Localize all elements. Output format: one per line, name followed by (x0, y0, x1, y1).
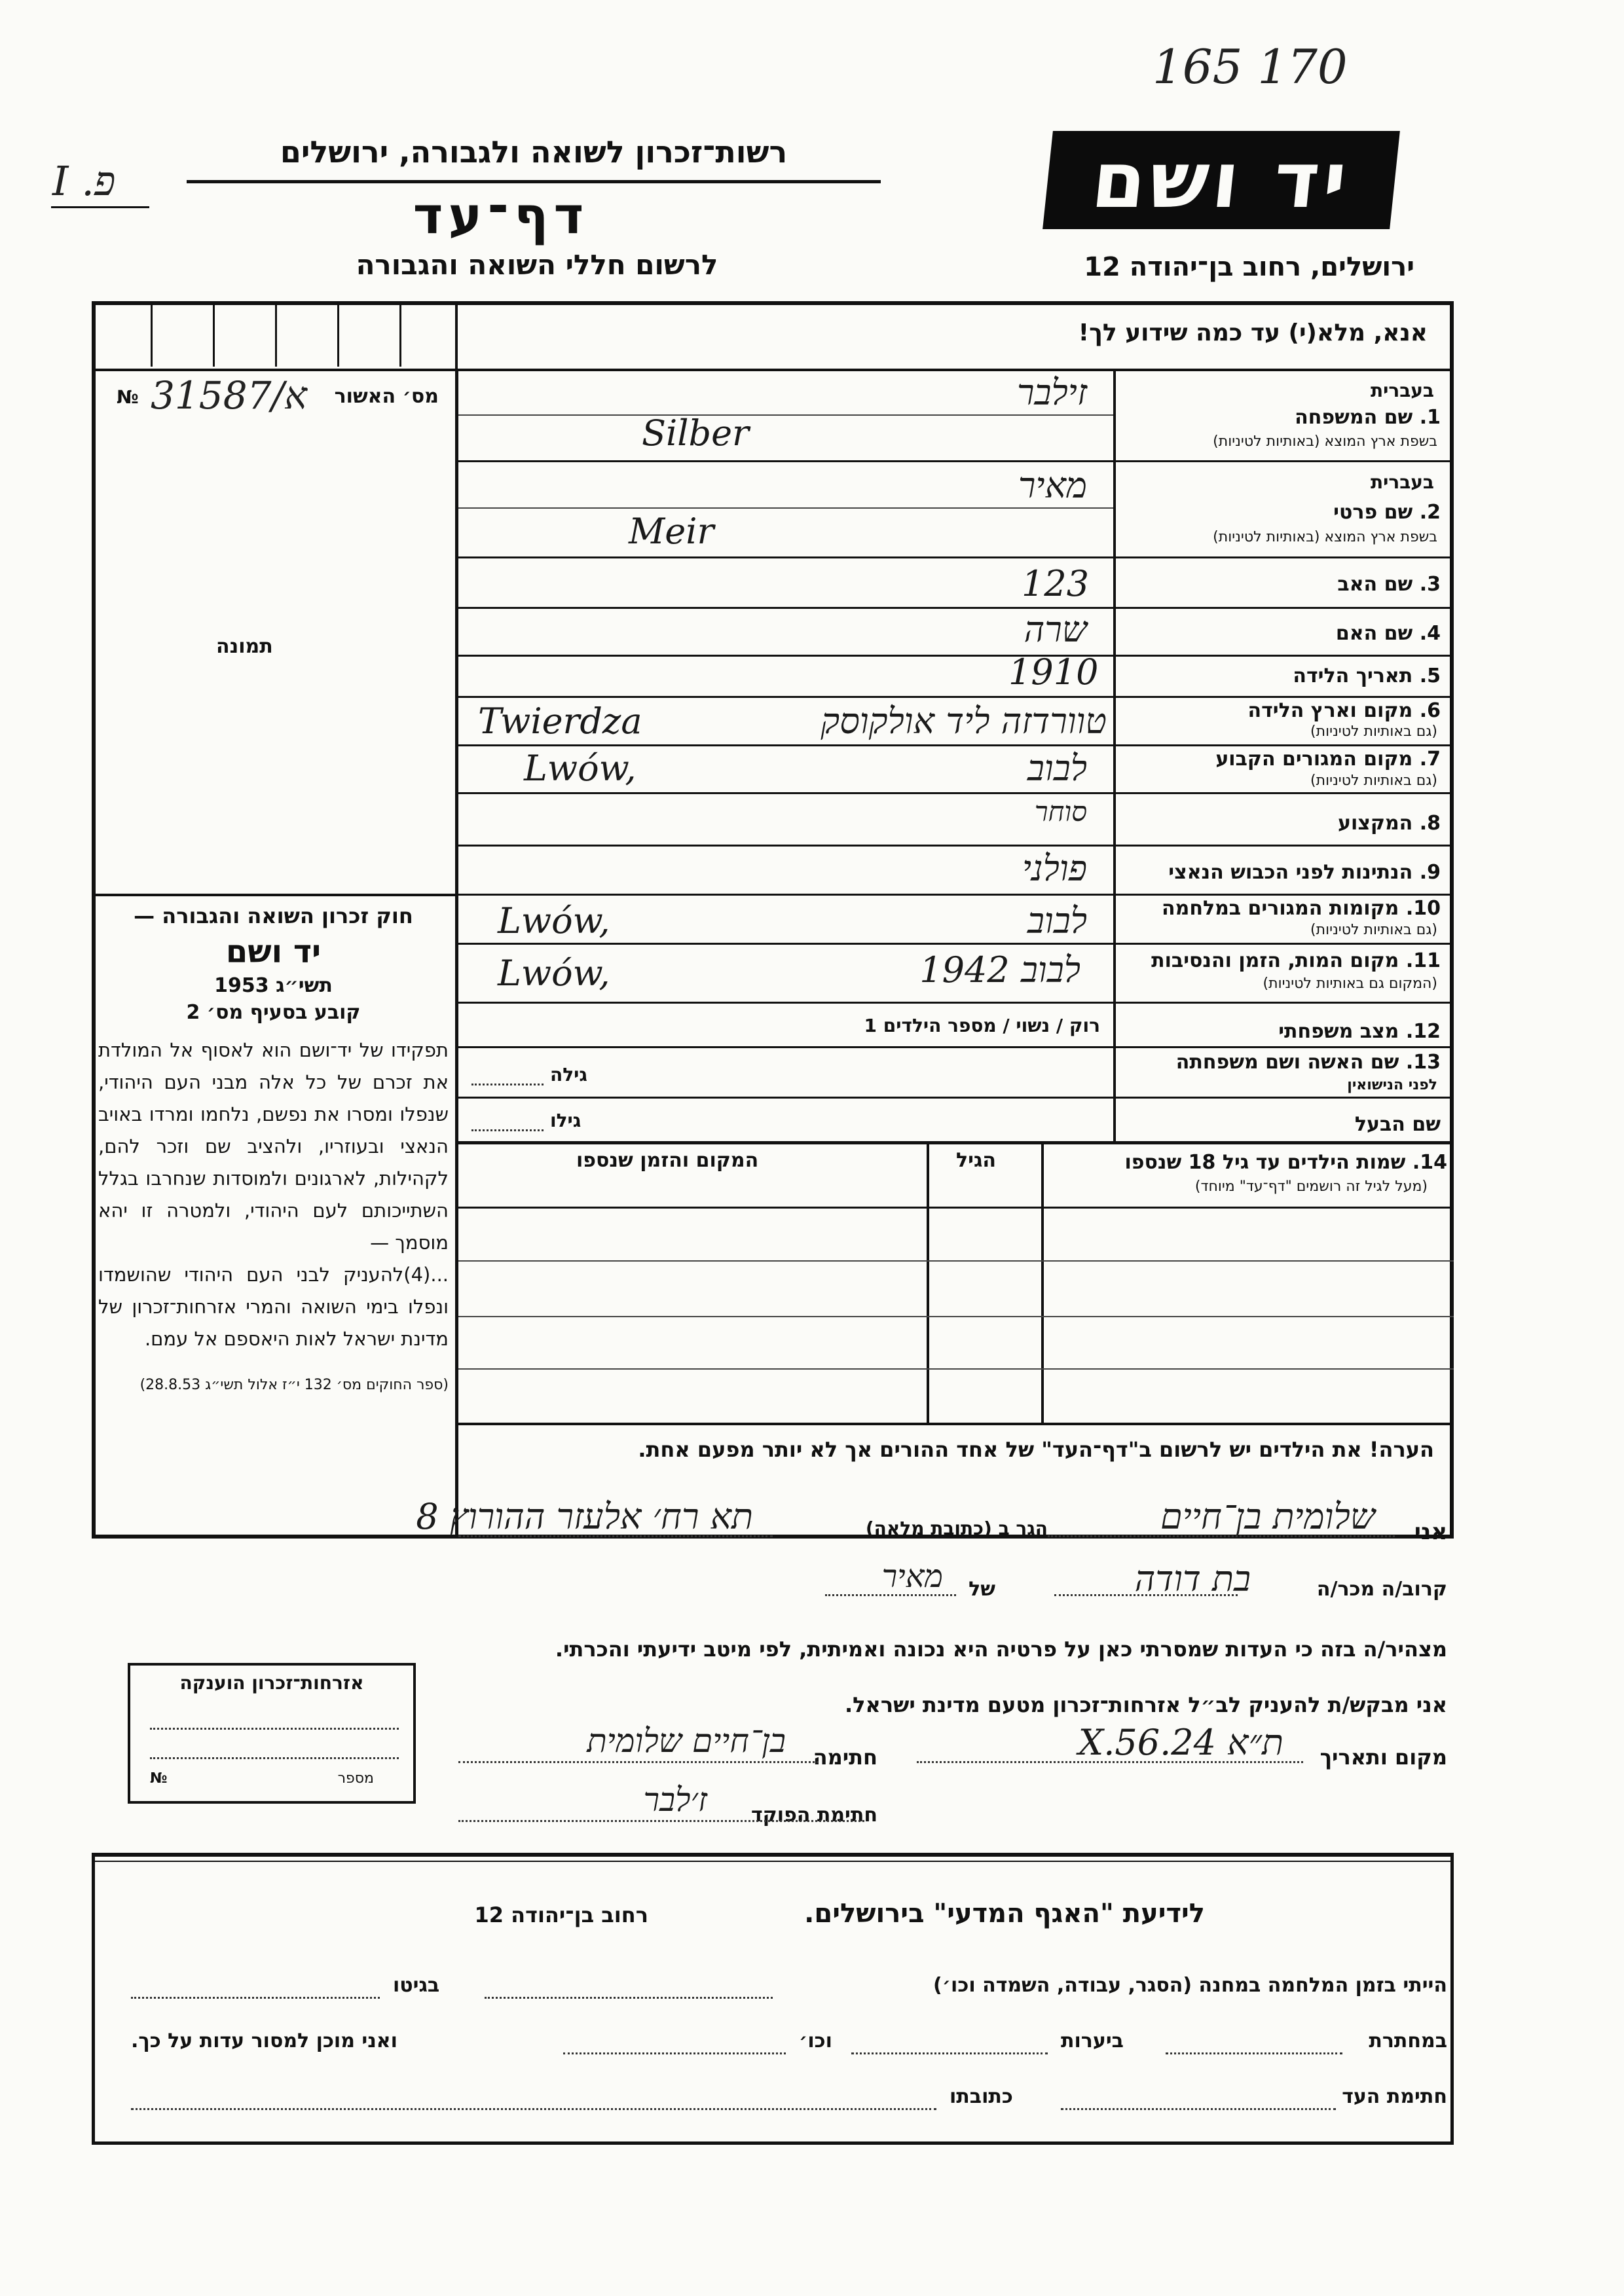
address-header: ירושלים, רחוב בן־יהודה 12 (1084, 252, 1414, 282)
corner-mark: I .פ (52, 157, 116, 205)
field-1-name: שם המשפחה (1295, 406, 1413, 429)
field-8-num: 8. (1419, 812, 1441, 835)
field-9-num: 9. (1419, 861, 1441, 884)
decl-officer-label: חתימת הפוקד (751, 1804, 877, 1827)
law-section (98, 903, 449, 1493)
field-7-label (1215, 748, 1441, 771)
bottom-address: רחוב בן־יהודה 12 (474, 1903, 648, 1927)
law-name: יד ושם (225, 934, 322, 970)
decl-address: תא רח׳ אלעזר ההורוץ 8 (416, 1496, 753, 1537)
bottom-title: לידיעת "האגף המדעי" בירושלים. (804, 1899, 1205, 1929)
citizenship-title: אזרחות־זכרון הוענקה (179, 1672, 364, 1694)
field-6-name: מקום וארץ הלידה (1247, 699, 1413, 722)
children-header-text: שמות הילדים עד גיל 18 שנספו (1124, 1151, 1406, 1174)
law-clause: קובע בסעיף מס׳ 2 (186, 1001, 361, 1024)
bottom-title-row (131, 1899, 1434, 1938)
field-2-value-he: מאיר (1018, 465, 1087, 506)
bottom-etc: וכו׳ (799, 2030, 832, 2052)
field-9-label (1168, 861, 1441, 884)
field-1-heb-tag: בעברית (1370, 380, 1434, 401)
archive-number: 165 170 (1153, 39, 1348, 94)
authority-underline (187, 180, 881, 183)
children-age-col: הגיל (956, 1149, 996, 1172)
field-13-label (1176, 1051, 1441, 1074)
decl-relation: בת דודה (1134, 1558, 1251, 1599)
children-header (1124, 1151, 1447, 1174)
bottom-underground: במחתרת (1369, 2030, 1447, 2052)
field-9-name: הנתינות לפני הכבוש הנאצי (1168, 861, 1413, 884)
field-13-num: 13. (1405, 1051, 1441, 1074)
law-year: תשי״ג 1953 (214, 974, 333, 997)
citizenship-box (128, 1663, 416, 1804)
husband-value-label: גילו (550, 1110, 581, 1131)
field-7-value: לבוב (1027, 748, 1087, 789)
field-4-value: שרה (1024, 609, 1087, 650)
field-8-name: המקצוע (1337, 812, 1413, 835)
field-11-hint: (המקום גם באותיות לטיניות) (1263, 975, 1437, 992)
field-7-num: 7. (1419, 748, 1441, 771)
children-hint: (מעל לגיל זה רושמים "דף־עד" מיוחד) (1194, 1178, 1428, 1195)
bottom-forests: ביערות (1061, 2030, 1124, 2052)
code-boxes (92, 301, 458, 370)
decl-lives-label: הגר ב (כתובת מלאה) (865, 1518, 1048, 1539)
field-13-name: שם האשה ושם משפחתה (1175, 1051, 1399, 1074)
field-11-num: 11. (1405, 949, 1441, 972)
field-7-name: מקום המגורים הקבוע (1215, 748, 1413, 771)
field-10-hint: (גם באותיות לטיניות) (1310, 922, 1437, 938)
husband-label: שם הבעל (1354, 1113, 1441, 1136)
bottom-witness-sig: חתימת העד (1342, 2085, 1447, 2108)
field-6-label (1248, 699, 1441, 722)
field-3-value: 123 (1022, 563, 1090, 604)
field-10-name: מקומות המגורים במלחמה (1162, 897, 1399, 920)
field-13-hint: לפני הנישואין (1347, 1077, 1437, 1093)
field-2-name: שם פרטי (1333, 501, 1413, 524)
citizenship-no: № (150, 1770, 168, 1787)
field-12-name: מצב משפחתי (1278, 1020, 1399, 1043)
field-2-hint: בשפת ארץ המוצא (באותיות לטיניות) (1213, 529, 1437, 545)
decl-signature-label: חתימה (813, 1745, 877, 1770)
children-num: 14. (1412, 1151, 1447, 1174)
authority-name: רשות־זכרון לשואה ולגבורה, ירושלים (280, 134, 788, 170)
field-7-value-lat: Lwów, (524, 748, 637, 789)
field-1-label (1295, 406, 1441, 429)
field-13-value-label: גילה (550, 1064, 587, 1085)
field-11-label (1151, 949, 1441, 972)
field-11-value: לבוב 1942 (919, 949, 1080, 991)
decl-of-label: של (969, 1578, 995, 1601)
registry-number (98, 373, 452, 426)
registry-no: № (117, 386, 139, 408)
decl-of-value: מאיר (881, 1558, 943, 1595)
field-4-num: 4. (1419, 622, 1441, 645)
field-6-value: טוורדזה ליד אולקוסק (821, 701, 1107, 742)
field-5-name: תאריך הלידה (1293, 665, 1413, 687)
children-place-col: המקום והזמן שנספו (576, 1149, 759, 1172)
law-reference: (ספר החוקים מס׳ 132 י״ז אלול תשי״ג 28.8.53) (139, 1377, 449, 1393)
law-title: חוק זכרון השואה והגבורה — (134, 903, 413, 928)
field-12-label (1278, 1020, 1441, 1043)
form-title: דף־עד (413, 187, 589, 246)
field-6-num: 6. (1419, 699, 1441, 722)
field-6-value-lat: Twierdza (478, 701, 642, 742)
field-1-num: 1. (1419, 406, 1441, 429)
field-10-value: לבוב (1027, 900, 1087, 941)
photo-label: תמונה (216, 635, 273, 658)
field-10-value-lat: Lwów, (498, 900, 610, 941)
decl-signature: בן־חיים שלומית (587, 1722, 786, 1760)
law-text-2: ...(4)להעניק לבני העם היהודי שהושמדו ונפלו בימי השואה והמרי אזרחות־זכרון של מדינת ישראל לאות היאספם אל עמם. (98, 1264, 449, 1350)
instruction-text: אנא, מלא(י) עד כמה שידוע לך! (1078, 319, 1428, 346)
field-1-value-he: זילבר (1016, 372, 1087, 413)
field-5-num: 5. (1419, 665, 1441, 687)
bottom-address-label: כתובתו (950, 2085, 1013, 2108)
field-11-name: מקום המות, הזמן והנסיבות (1151, 949, 1399, 972)
decl-place-date-label: מקום ותאריך (1320, 1745, 1447, 1770)
yad-vashem-logo (1043, 131, 1400, 229)
field-4-label (1336, 622, 1441, 645)
law-text: תפקידו של יד־ושם הוא לאסוף אל המולדת את זכרם של כל אלה מבני העם היהודי, שנפלו ומסרו את נפשם, נלחמו ומרדו באויב הנאצי ובעוזריו, ולהציב שם וזכר להם, לקהילות, לארגונים ולמוסדות שנחרבו בגלל השתייכותם לעם היהודי, ולמטרה זו יהא מוסמך — (98, 1039, 449, 1254)
decl-statement: מצהיר/ה בזה כי העדות שמסרתי כאן על פרטיה היא נכונה ואמיתית, לפי מיטב ידיעתי והכרתי. (555, 1637, 1447, 1662)
field-10-label (1162, 897, 1441, 920)
field-1-value-lat: Silber (642, 412, 749, 454)
decl-i-label: אני (1414, 1519, 1447, 1545)
field-8-value: סוחר (1034, 795, 1087, 828)
corner-mark-underline (51, 206, 149, 208)
field-11-value-lat: Lwów, (498, 953, 610, 994)
field-5-label (1293, 665, 1441, 687)
decl-place-date: ת״א 24.X.56 (1078, 1722, 1283, 1763)
decl-name: שלומית בן־חיים (1160, 1496, 1375, 1537)
field-4-name: שם האם (1335, 622, 1413, 645)
field-3-name: שם האב (1337, 573, 1413, 596)
registry-label: מס׳ האשור (334, 385, 439, 408)
decl-request: אני מבקש/ת להעניק לב״ל אזרחות־זכרון מטעם מדינת ישראל. (845, 1692, 1447, 1717)
field-10-num: 10. (1405, 897, 1441, 920)
field-8-label (1338, 812, 1441, 835)
field-1-hint: בשפת ארץ המוצא (באותיות לטיניות) (1213, 433, 1437, 450)
field-5-value: 1910 (1008, 651, 1099, 693)
field-2-label (1333, 501, 1441, 524)
field-2-heb-tag: בעברית (1370, 471, 1434, 493)
field-6-hint: (גם באותיות לטיניות) (1310, 723, 1437, 740)
bottom-ghetto: בגיטו (393, 1974, 440, 1997)
field-2-value-lat: Meir (629, 511, 714, 552)
field-12-value: רוק / נשוי / מספר הילדים 1 (864, 1015, 1100, 1036)
field-3-label (1337, 573, 1441, 596)
logo-text: יד ושם (1088, 135, 1355, 225)
field-7-hint: (גם באותיות לטיניות) (1310, 773, 1437, 789)
field-3-num: 3. (1419, 573, 1441, 596)
bottom-line1: הייתי בזמן המלחמה במחנה (הסגר, עבודה, השמדה וכו׳) (933, 1974, 1447, 1997)
note-text: הערה! את הילדים יש לרשום ב"דף־העד" של אחד ההורים אך לא יותר מפעם אחת. (638, 1437, 1434, 1462)
decl-relative-label: קרוב/ה מכר/ה (1316, 1578, 1447, 1601)
registry-value: 31587/א (151, 373, 307, 418)
bottom-ready: ואני מוכן למסור עדות על כך. (131, 2030, 397, 2052)
field-12-num: 12. (1405, 1020, 1441, 1043)
decl-officer-sig: ז׳לבר (643, 1781, 707, 1819)
field-9-value: פולני (1022, 848, 1087, 889)
field-2-num: 2. (1419, 501, 1441, 524)
form-subtitle: לרשום חללי השואה והגבורה (356, 249, 718, 281)
citizenship-number-label: מספר (337, 1770, 374, 1787)
